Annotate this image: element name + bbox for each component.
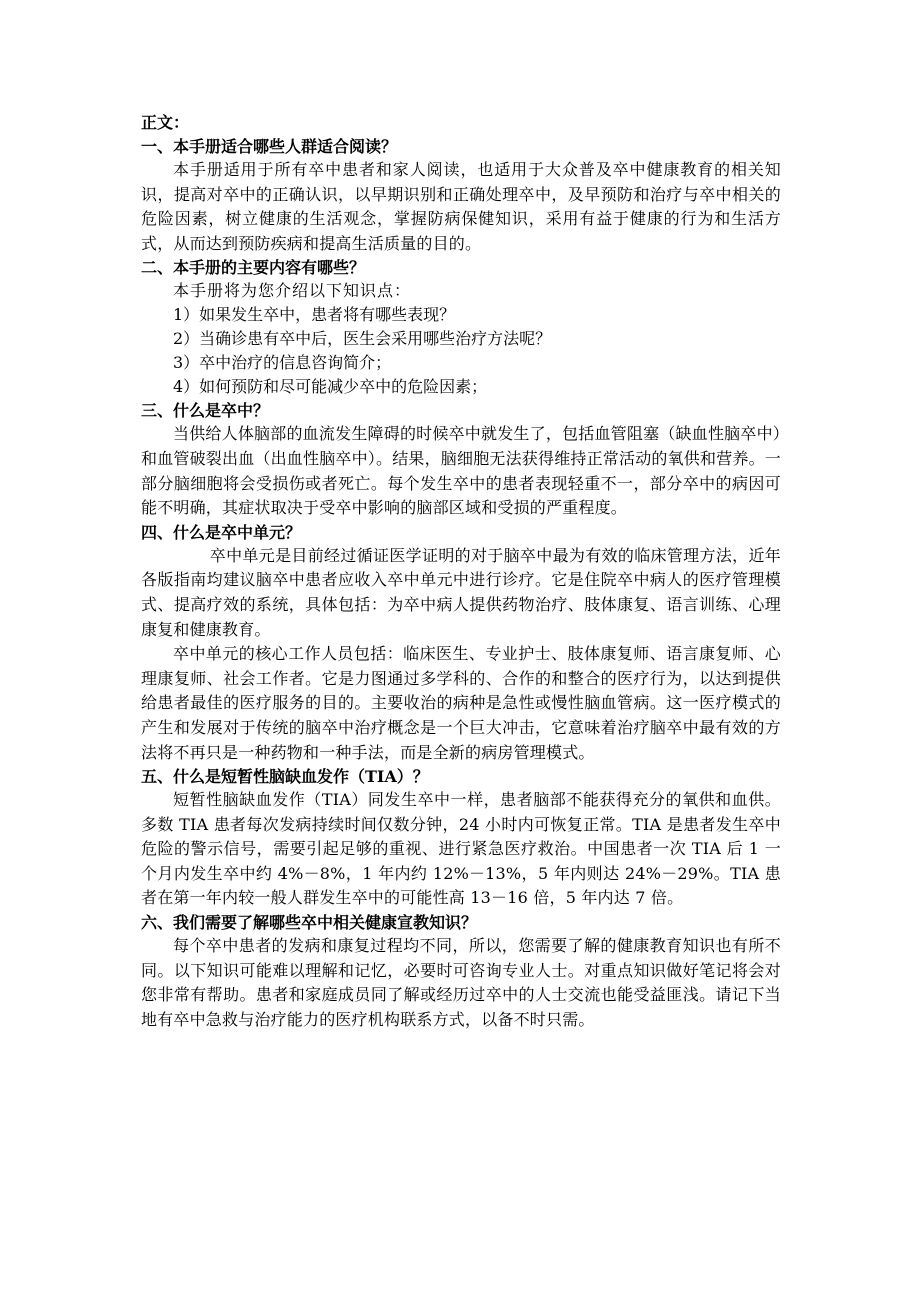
section-heading-4: 四、什么是卒中单元？ bbox=[141, 522, 302, 542]
list-item: 1）如果发生卒中，患者将有哪些表现？ bbox=[173, 305, 456, 325]
section-heading-3: 三、什么是卒中？ bbox=[141, 401, 270, 421]
section-heading-2: 二、本手册的主要内容有哪些？ bbox=[141, 258, 366, 278]
section-1-paragraph: 本手册适用于所有卒中患者和家人阅读，也适用于大众普及卒中健康教育的相关知识，提高对卒中的正确认识，以早期识别和正确处理卒中，及早预防和治疗与卒中相关的危险因素，树立健康的生活观念，掌握防病保健知识，采用有益于健康的行为和生活方式，从而达到预防疾病和提高生活质量的目的。 bbox=[141, 160, 781, 253]
section-5-paragraph: 短暂性脑缺血发作（TIA）同发生卒中一样，患者脑部不能获得充分的氧供和血供。多数 TIA 患者每次发病持续时间仅数分钟，24 小时内可恢复正常。TIA 是患者发生卒中危险的警示信号，需要引起足够的重视、进行紧急医疗救治。中国患者一次 TIA 后 1 一个月内发生卒中约 4%－8%，1 年内约 12%－13%，5 年内则达 24%－29%。TIA 患者在第一年内较一般人群发生卒中的可能性高 13－16 倍，5 年内达 7 倍。 bbox=[141, 790, 781, 908]
section-heading-5: 五、什么是短暂性脑缺血发作（TIA）？ bbox=[141, 767, 429, 787]
section-heading-1: 一、本手册适合哪些人群适合阅读？ bbox=[141, 137, 398, 156]
body-label: 正文： bbox=[141, 113, 190, 132]
section-heading-6: 六、我们需要了解哪些卒中相关健康宣教知识？ bbox=[141, 913, 478, 933]
section-4-paragraph-1: 卒中单元是目前经过循证医学证明的对于脑卒中最为有效的临床管理方法，近年各版指南均建议脑卒中患者应收入卒中单元中进行诊疗。它是住院卒中病人的医疗管理模式、提高疗效的系统，具体包括：为卒中病人提供药物治疗、肢体康复、语言训练、心理康复和健康教育。 bbox=[141, 545, 781, 639]
section-3-paragraph: 当供给人体脑部的血流发生障碍的时候卒中就发生了，包括血管阻塞（缺血性脑卒中）和血管破裂出血（出血性脑卒中）。结果，脑细胞无法获得维持正常活动的氧供和营养。一部分脑细胞将会受损伤或者死亡。每个发生卒中的患者表现轻重不一，部分卒中的病因可能不明确，其症状取决于受卒中影响的脑部区域和受损的严重程度。 bbox=[141, 424, 782, 518]
section-4-paragraph-2: 卒中单元的核心工作人员包括：临床医生、专业护士、肢体康复师、语言康复师、心理康复师、社会工作者。它是力图通过多学科的、合作的和整合的医疗行为，以达到提供给患者最佳的医疗服务的目的。主要收治的病种是急性或慢性脑血管病。这一医疗模式的产生和发展对于传统的脑卒中治疗概念是一个巨大冲击，它意味着治疗脑卒中最有效的方法将不再只是一种药物和一种手法，而是全新的病房管理模式。 bbox=[141, 644, 781, 762]
list-item: 2）当确诊患有卒中后，医生会采用哪些治疗方法呢？ bbox=[173, 329, 552, 349]
list-item: 4）如何预防和尽可能减少卒中的危险因素； bbox=[173, 377, 488, 397]
section-6-paragraph: 每个卒中患者的发病和康复过程均不同，所以，您需要了解的健康教育知识也有所不同。以下知识可能难以理解和记忆，必要时可咨询专业人士。对重点知识做好笔记将会对您非常有帮助。患者和家庭成员同了解或经历过卒中的人士交流也能受益匪浅。请记下当地有卒中急救与治疗能力的医疗机构联系方式，以备不时只需。 bbox=[141, 936, 781, 1029]
section-2-intro: 本手册将为您介绍以下知识点： bbox=[173, 281, 412, 301]
document-page bbox=[141, 111, 781, 1032]
list-item: 3）卒中治疗的信息咨询简介； bbox=[173, 353, 392, 373]
